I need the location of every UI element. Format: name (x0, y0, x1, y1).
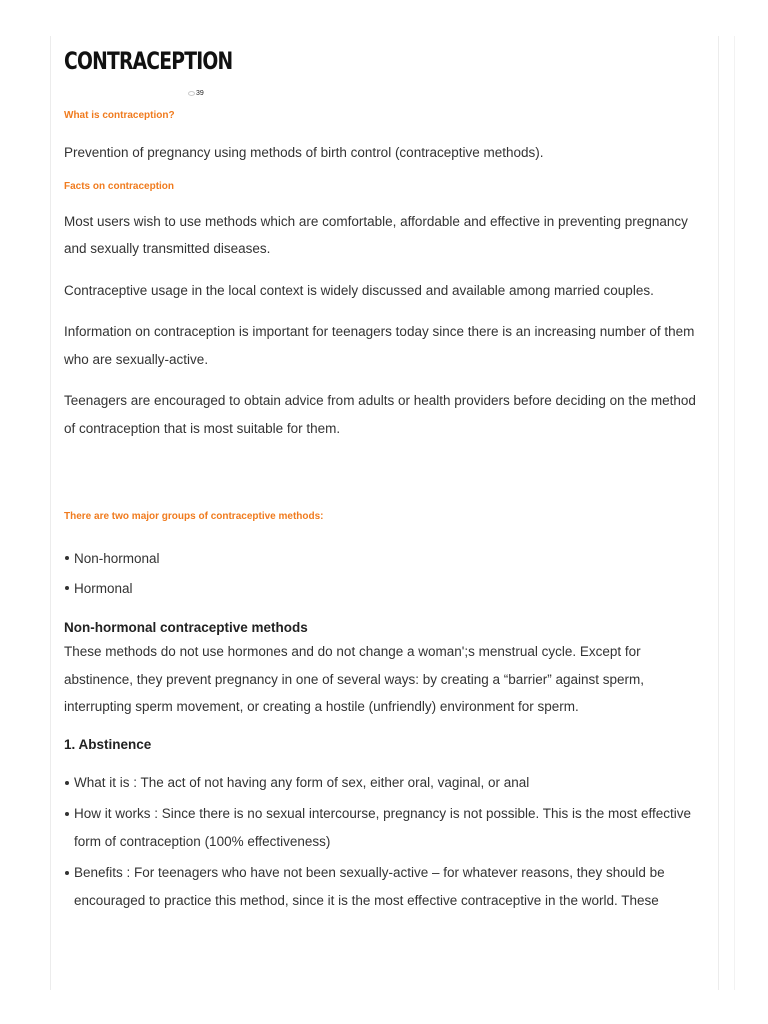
page-border-left (50, 36, 51, 990)
view-count (188, 87, 710, 99)
heading-what-is: What is contraception? (64, 110, 175, 121)
view-count-value: 39 (196, 89, 204, 97)
section-heading-abstinence: 1. Abstinence (64, 736, 152, 752)
heading-facts: Facts on contraception (64, 180, 175, 192)
page-border-right (718, 36, 719, 990)
section-heading-nonhormonal: Non-hormonal contraceptive methods (64, 620, 308, 635)
list-item: Non-hormonal (74, 544, 710, 574)
list-item: Hormonal (74, 574, 710, 604)
paragraph-nonhormonal: These methods do not use hormones and do not change a woman';s menstrual cycle. Except for abstinence, they prevent pregnancy in one of several ways: by creating a “barrier” against sperm, interrupting sperm movement, or creating a hostile (unfriendly) environment for sperm. (64, 644, 645, 714)
eye-icon (188, 91, 195, 96)
article-content (64, 44, 710, 914)
page-title: CONTRACEPTION (64, 47, 233, 75)
groups-list (64, 544, 710, 604)
heading-groups: There are two major groups of contraceptive methods: (64, 511, 324, 522)
paragraph-definition: Prevention of pregnancy using methods of birth control (contraceptive methods). (64, 145, 544, 160)
paragraph-fact: Teenagers are encouraged to obtain advice from adults or health providers before deciding on the method of contraception that is most suitable for them. (64, 393, 696, 436)
abstinence-list (64, 769, 710, 915)
list-item: What it is : The act of not having any form of sex, either oral, vaginal, or anal (74, 769, 710, 797)
paragraph-fact: Information on contraception is important for teenagers today since there is an increasing number of them who are sexually-active. (64, 324, 695, 367)
paragraph-fact: Contraceptive usage in the local context is widely discussed and available among married couples. (64, 282, 654, 298)
scroll-track[interactable] (734, 36, 735, 990)
paragraph-fact: Most users wish to use methods which are comfortable, affordable and effective in preventing pregnancy and sexually transmitted diseases. (64, 213, 688, 256)
list-item: Benefits : For teenagers who have not been sexually-active – for whatever reasons, they should be encouraged to practice this method, since it is the most effective contraceptive in the world. These (74, 859, 710, 914)
list-item: How it works : Since there is no sexual intercourse, pregnancy is not possible. This is the most effective form of contraception (100% effectiveness) (74, 800, 710, 855)
